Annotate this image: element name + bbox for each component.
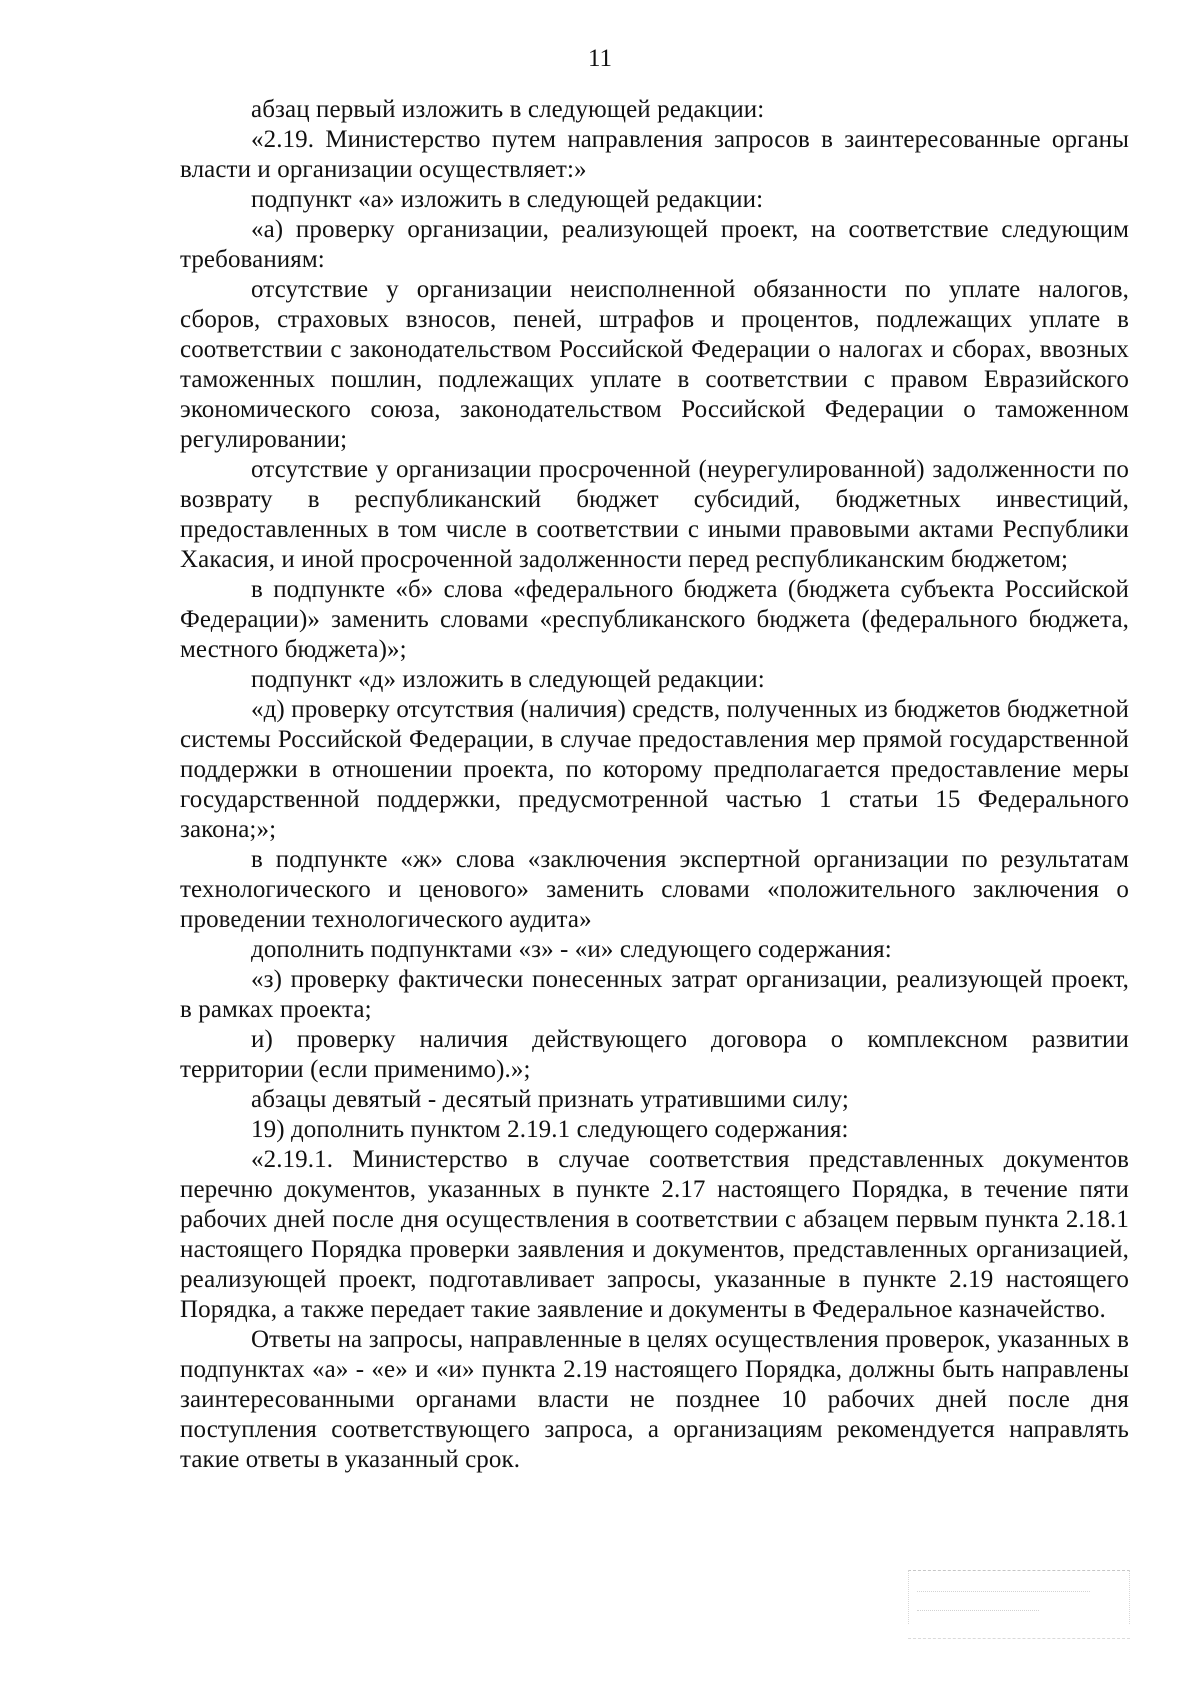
paragraph: «з) проверку фактически понесенных затрат организации, реализующей проект, в рамках проекта; — [180, 966, 1129, 1023]
paragraph: в подпункте «б» слова «федерального бюджета (бюджета субъекта Российской Федерации)» заменить словами «республиканского бюджета (федерального бюджета, местного бюджета)»; — [180, 576, 1129, 663]
paragraph: отсутствие у организации неисполненной обязанности по уплате налогов, сборов, страховых взносов, пеней, штрафов и процентов, подлежащих уплате в соответствии с законодательством Российской Федерации о налогах и сборах, ввозных таможенных пошлин, подлежащих уплате в соответствии с правом Евразийского экономического союза, законодательством Российской Федерации о таможенном регулировании; — [180, 276, 1129, 453]
stamp-line — [917, 1596, 1039, 1611]
paragraph: «а) проверку организации, реализующей проект, на соответствие следующим требованиям: — [180, 216, 1129, 273]
document-body — [180, 95, 1129, 1475]
paragraph: «д) проверку отсутствия (наличия) средств, полученных из бюджетов бюджетной системы Российской Федерации, в случае предоставления мер прямой государственной поддержки в отношении проекта, по которому предполагается предоставление меры государственной поддержки, предусмотренной частью 1 статьи 15 Федерального закона;»; — [180, 696, 1129, 843]
stamp-divider — [908, 1638, 1130, 1639]
paragraph: «2.19.1. Министерство в случае соответствия представленных документов перечню документов, указанных в пункте 2.17 настоящего Порядка, в течение пяти рабочих дней после дня осуществления в соответствии с абзацем первым пункта 2.18.1 настоящего Порядка проверки заявления и документов, представленных организацией, реализующей проект, подготавливает запросы, указанные в пункте 2.19 настоящего Порядка, а также передает такие заявление и документы в Федеральное казначейство. — [180, 1146, 1129, 1323]
paragraph: абзац первый изложить в следующей редакции: — [251, 96, 765, 123]
paragraph: Ответы на запросы, направленные в целях осуществления проверок, указанных в подпунктах «а» - «е» и «и» пункта 2.19 настоящего Порядка, должны быть направлены заинтересованными органами власти не позднее 10 рабочих дней после дня поступления соответствующего запроса, а организациям рекомендуется направлять такие ответы в указанный срок. — [180, 1326, 1129, 1473]
faded-stamp — [908, 1570, 1130, 1624]
paragraph: абзацы девятый - десятый признать утратившими силу; — [251, 1086, 849, 1113]
paragraph: «2.19. Министерство путем направления запросов в заинтересованные органы власти и организации осуществляет:» — [180, 126, 1129, 183]
paragraph: в подпункте «ж» слова «заключения экспертной организации по результатам технологического и ценового» заменить словами «положительного заключения о проведении технологического аудита» — [180, 846, 1129, 933]
stamp-line — [917, 1577, 1090, 1592]
paragraph: подпункт «д» изложить в следующей редакции: — [251, 666, 765, 693]
paragraph: подпункт «а» изложить в следующей редакции: — [251, 186, 764, 213]
paragraph: отсутствие у организации просроченной (неурегулированной) задолженности по возврату в республиканский бюджет субсидий, бюджетных инвестиций, предоставленных в том числе в соответствии с иными правовыми актами Республики Хакасия, и иной просроченной задолженности перед республиканским бюджетом; — [180, 456, 1129, 573]
paragraph: дополнить подпунктами «з» - «и» следующего содержания: — [251, 936, 892, 963]
page-number: 11 — [587, 45, 613, 72]
paragraph: и) проверку наличия действующего договора о комплексном развитии территории (если применимо).»; — [180, 1026, 1129, 1083]
paragraph: 19) дополнить пунктом 2.19.1 следующего содержания: — [251, 1116, 849, 1143]
